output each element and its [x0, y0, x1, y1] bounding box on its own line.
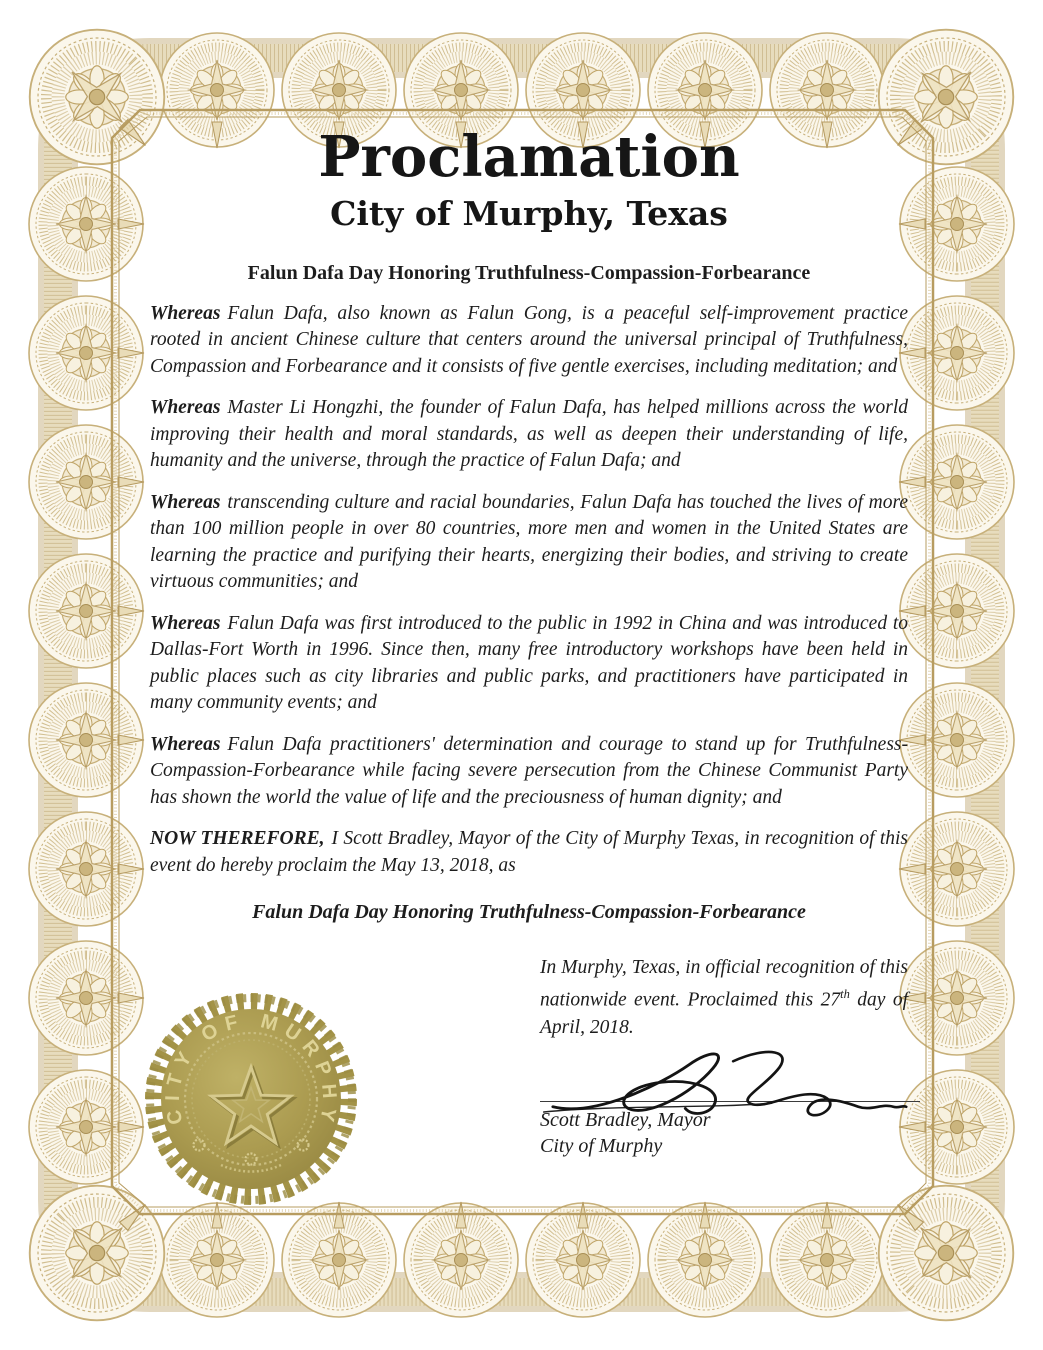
- event-heading: Falun Dafa Day Honoring Truthfulness-Compassion-Forbearance: [247, 261, 811, 284]
- paragraph-lead: Whereas: [150, 491, 221, 513]
- paragraph-body: I Scott Bradley, Mayor of the City of Murphy Texas, in recognition of this event do hereby proclaim the May 13, 2018, as: [150, 828, 908, 876]
- paragraph-body: transcending culture and racial boundaries, Falun Dafa has touched the lives of more than 100 million people in over 80 countries, more men and women in the United States are learning the practice and purifying their hearts, energizing their bodies, and striving to create virtuous communities; and: [150, 491, 908, 593]
- whereas-paragraph: [150, 611, 908, 717]
- page-title: Proclamation: [318, 124, 740, 190]
- page-subtitle: City of Murphy, Texas: [330, 193, 728, 233]
- paragraph-body: Master Li Hongzhi, the founder of Falun Dafa, has helped millions across the world improving their health and moral standards, as well as deepen their understanding of life, humanity and the universe, through the practice of Falun Dafa; and: [150, 397, 908, 472]
- closing-statement: [540, 954, 908, 1041]
- closing-block: [540, 954, 908, 1159]
- paragraph-lead: NOW THEREFORE,: [150, 828, 325, 850]
- whereas-paragraph: [150, 490, 908, 596]
- whereas-paragraph: [150, 732, 908, 812]
- signatory-name: Scott Bradley, Mayor: [540, 1108, 711, 1131]
- paragraph-body: Falun Dafa, also known as Falun Gong, is a peaceful self-improvement practice rooted in ancient Chinese culture that centers around the universal principal of Truthfulness, Compassion and Forbearance and it consists of five gentle exercises, including meditation; and: [150, 302, 908, 377]
- paragraph-lead: Whereas: [150, 733, 221, 755]
- whereas-paragraph: [150, 395, 908, 475]
- city-seal: [132, 980, 370, 1218]
- closing-text-after: day of April, 2018.: [540, 989, 908, 1038]
- closing-text-before: In Murphy, Texas, in official recognition of this nationwide event. Proclaimed this 27: [540, 957, 908, 1011]
- paragraph-lead: Whereas: [150, 397, 221, 419]
- paragraph-lead: Whereas: [150, 612, 221, 634]
- ordinal-superscript: th: [840, 987, 850, 1002]
- seal-arched-text: CITY OF MURPHY: [161, 1010, 341, 1128]
- paragraph-body: Falun Dafa was first introduced to the public in 1992 in China and was introduced to Dallas-Fort Worth in 1996. Since then, many free introductory workshops have been held in public places such as city libraries and public parks, and practitioners have participated in many community events; and: [150, 612, 908, 714]
- whereas-paragraph: [150, 301, 908, 381]
- proclaimed-day-heading: Falun Dafa Day Honoring Truthfulness-Compassion-Forbearance: [252, 901, 806, 924]
- signatory-organization: City of Murphy: [540, 1134, 663, 1157]
- paragraph-lead: Whereas: [150, 302, 221, 324]
- now-therefore-paragraph: [150, 826, 908, 879]
- signature-line: [540, 1101, 920, 1102]
- paragraph-body: Falun Dafa practitioners' determination and courage to stand up for Truthfulness-Compassion-Forbearance while facing severe persecution from the Chinese Communist Party has shown the world the value of life and the preciousness of human dignity; and: [150, 733, 908, 808]
